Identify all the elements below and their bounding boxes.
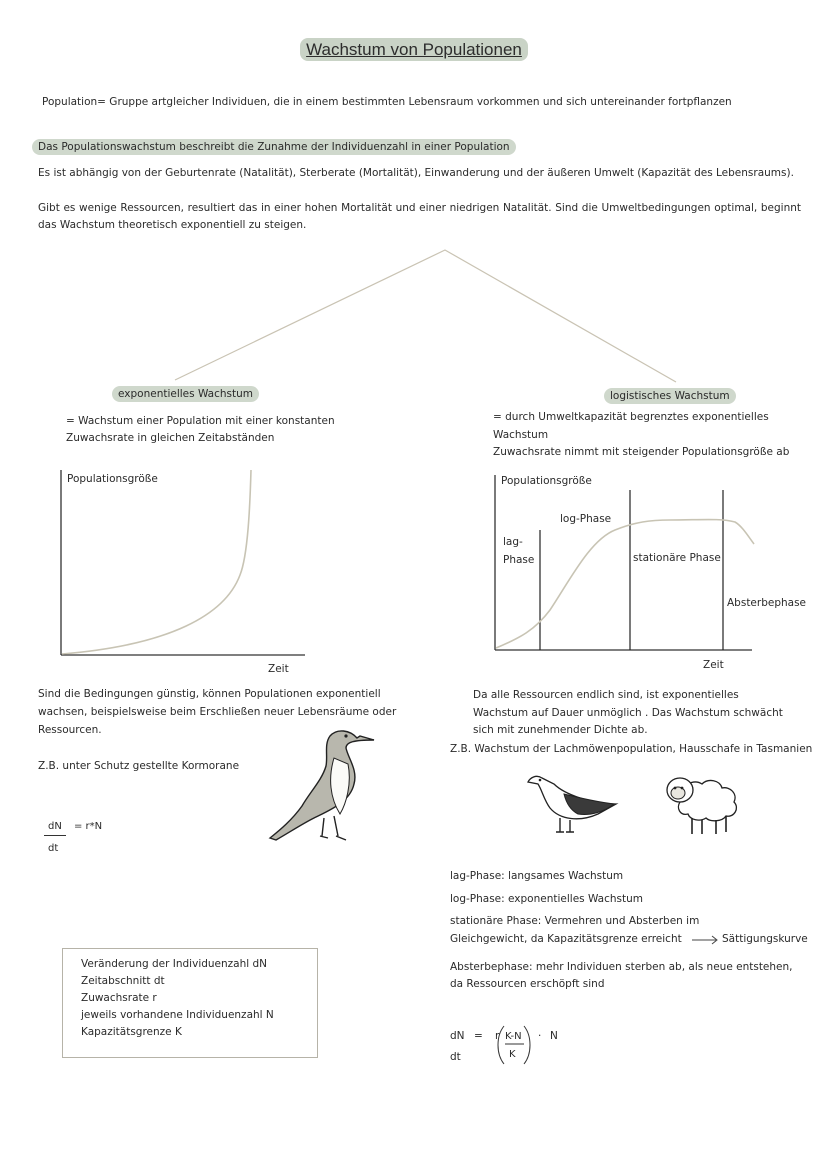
exponential-text-3: Ressourcen. [38,724,102,736]
population-definition: Population= Gruppe artgleicher Individuen, die in einem bestimmten Lebensraum vorkommen und sich untereinander fortpflanzen [42,96,732,108]
gull-illustration [524,768,620,836]
legend-line-1: Veränderung der Individuenzahl dN [81,958,268,970]
logistic-text-2: Wachstum auf Dauer unmöglich . Das Wachstum schwächt [473,707,783,719]
exp-formula-numerator: dN [48,821,62,832]
phase-label-lag-2: Phase [503,554,535,566]
log-formula-eq: = [474,1030,483,1042]
exponential-chart [50,465,310,665]
arrow-icon [690,933,720,947]
phase-label-stationary: stationäre Phase [633,552,721,564]
exponential-heading: exponentielles Wachstum [112,386,259,403]
saturation-curve-label: Sättigungskurve [722,933,808,945]
stationary-def-2: Gleichgewicht, da Kapazitätsgrenze erreicht [450,933,682,945]
log-formula-dt: dt [450,1051,461,1063]
cormorant-illustration [262,718,382,848]
growth-text-1: Es ist abhängig von der Geburtenrate (Natalität), Sterberate (Mortalität), Einwanderung und der äußeren Umwelt (Kapazität des Lebensraums). [38,167,794,179]
exp-formula-denominator: dt [48,843,59,854]
logistic-xlabel: Zeit [703,659,724,671]
page-title: Wachstum von Populationen [0,40,828,60]
log-phase-def: log-Phase: exponentielles Wachstum [450,893,644,905]
exponential-ylabel: Populationsgröße [67,473,158,485]
sheep-illustration [660,770,744,840]
legend-line-3: Zuwachsrate r [81,992,157,1004]
exp-formula-bar [44,835,66,836]
lag-phase-def: lag-Phase: langsames Wachstum [450,870,624,882]
legend-line-5: Kapazitätsgrenze K [81,1026,182,1038]
logistic-def-2: Wachstum [493,429,549,441]
growth-heading: Das Populationswachstum beschreibt die Zunahme der Individuenzahl in einer Population [32,139,516,156]
exponential-example: Z.B. unter Schutz gestellte Kormorane [38,760,240,772]
growth-text-2: Gibt es wenige Ressourcen, resultiert das in einer hohen Mortalität und einer niedrigen Natalität. Sind die Umweltbedingungen optimal, beginnt das Wachstum theoretisch exponentiell zu steigen. [38,202,801,231]
exponential-def-1: = Wachstum einer Population mit einer konstanten [66,415,335,427]
exponential-def-2: Zuwachsrate in gleichen Zeitabständen [66,432,275,444]
exponential-xlabel: Zeit [268,663,289,675]
legend-line-2: Zeitabschnitt dt [81,975,165,987]
logistic-def-1: = durch Umweltkapazität begrenztes exponentielles [493,411,769,423]
legend-line-4: jeweils vorhandene Individuenzahl N [81,1009,274,1021]
log-formula-r: r [495,1030,500,1042]
logistic-ylabel: Populationsgröße [501,475,592,487]
stationary-def-1: stationäre Phase: Vermehren und Absterben im [450,915,700,927]
logistic-heading: logistisches Wachstum [604,388,736,405]
phase-label-death: Absterbephase [727,597,807,609]
exponential-text-1: Sind die Bedingungen günstig, können Populationen exponentiell [38,688,381,700]
logistic-text-1: Da alle Ressourcen endlich sind, ist exponentielles [473,689,739,701]
logistic-example: Z.B. Wachstum der Lachmöwenpopulation, Hausschafe in Tasmanien [450,743,813,755]
exponential-curve [62,470,251,654]
log-formula-dn: dN [450,1030,465,1042]
phase-label-log: log-Phase [560,513,612,525]
logistic-text-3: sich mit zunehmender Dichte ab. [473,724,648,736]
log-formula-k: K [509,1049,516,1060]
branch-lines [0,0,828,420]
exponential-text-2: wachsen, beispielsweise beim Erschließen neuer Lebensräume oder [38,706,397,718]
log-formula-kn: K-N [505,1031,522,1042]
log-formula-n: N [550,1030,558,1042]
death-phase-def-1: Absterbephase: mehr Individuen sterben ab, als neue entstehen, [450,961,793,973]
logistic-curve [496,520,754,649]
logistic-def-3: Zuwachsrate nimmt mit steigender Populationsgröße ab [493,446,790,458]
death-phase-def-2: da Ressourcen erschöpft sind [450,978,605,990]
exp-formula-rhs: = r*N [74,821,103,832]
log-formula-dot: · [538,1030,542,1042]
phase-label-lag-1: lag- [503,536,523,548]
